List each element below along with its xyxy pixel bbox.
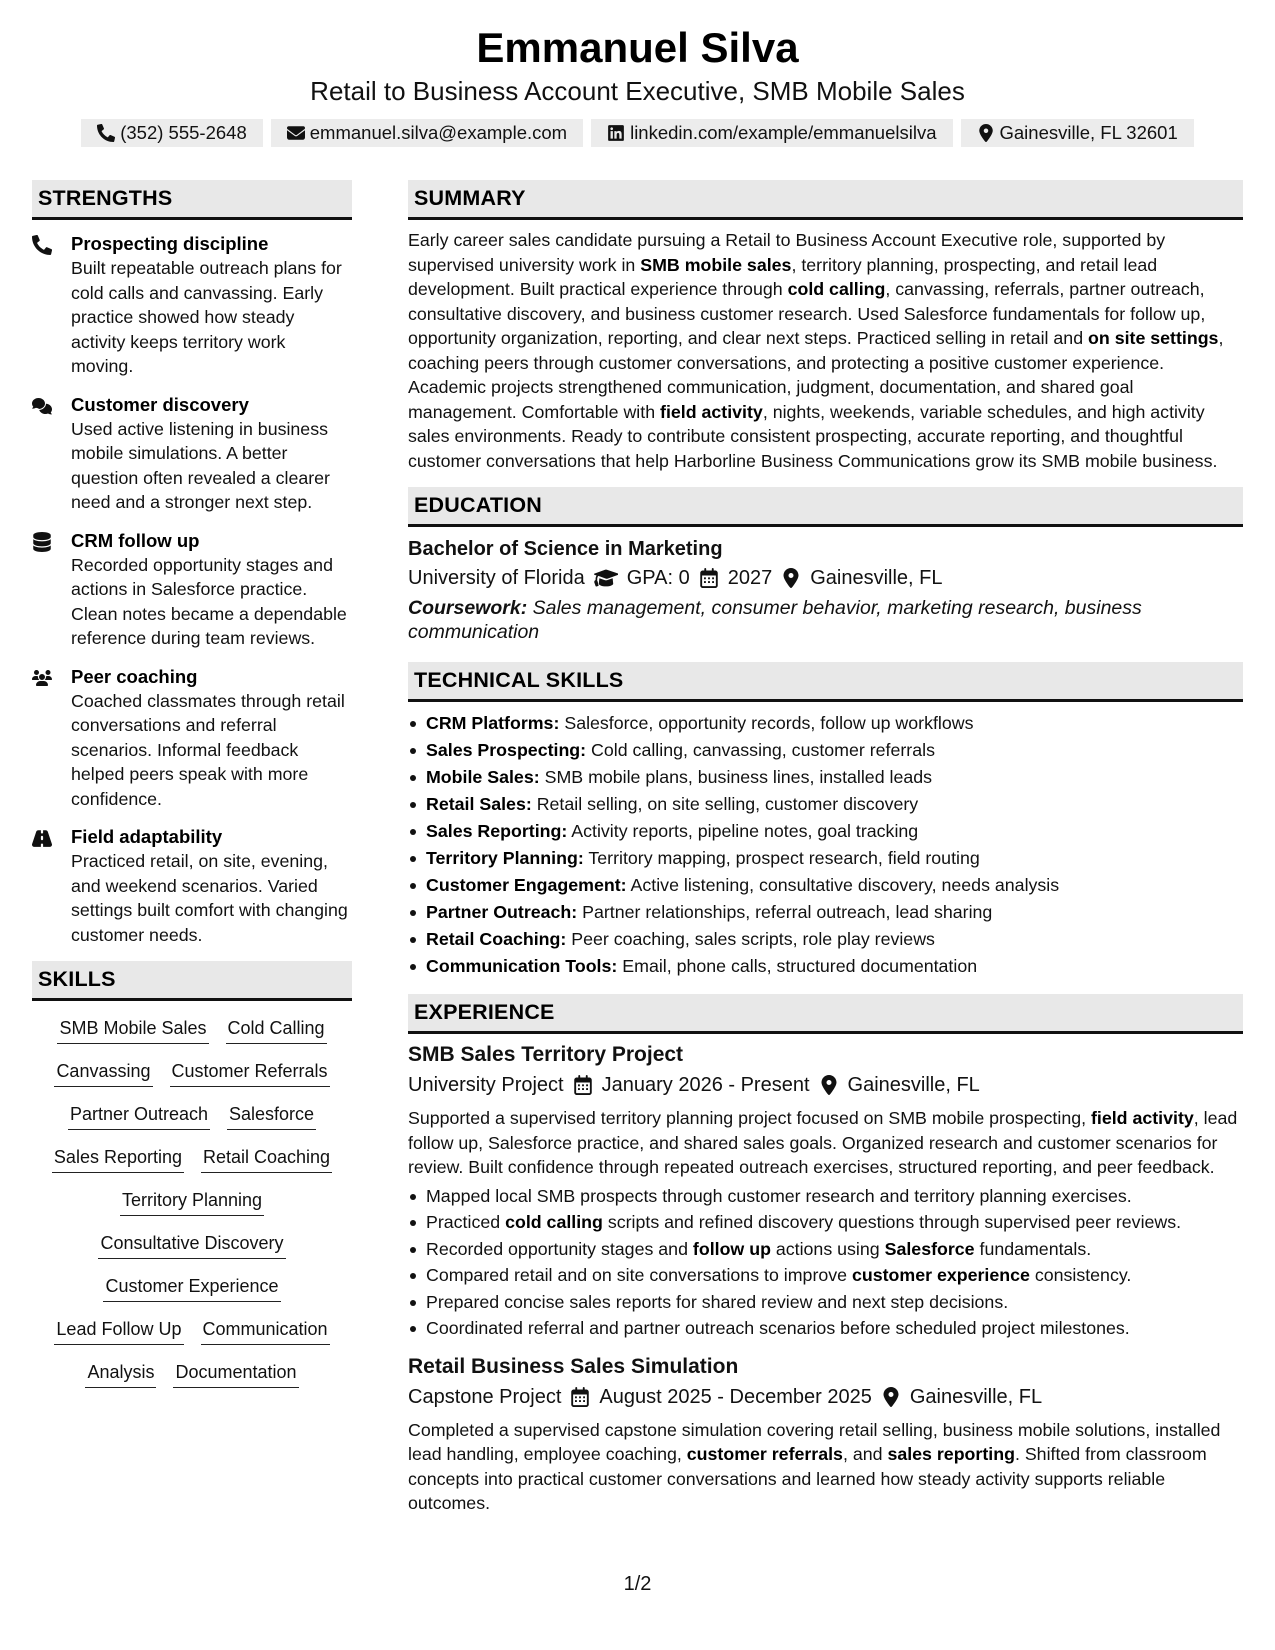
list-item — [426, 953, 1243, 980]
strength-title: Prospecting discipline — [71, 233, 269, 254]
list-item: Recorded opportunity stages and follow up actions using Salesforce fundamentals. — [426, 1236, 1243, 1263]
list-item — [426, 791, 1243, 818]
skill-tag: Salesforce — [227, 1101, 316, 1130]
list-item: Practiced cold calling scripts and refined discovery questions through supervised peer reviews. — [426, 1209, 1243, 1236]
skill-label: Sales Reporting: — [426, 821, 568, 841]
calendar-icon — [573, 1075, 593, 1095]
skill-tag: Communication — [201, 1316, 330, 1345]
experience-entry — [408, 1040, 1243, 1342]
strengths-list — [32, 232, 352, 947]
skill-tag: Canvassing — [54, 1058, 152, 1087]
phone-icon — [97, 124, 115, 142]
job-dates: January 2026 - Present — [601, 1074, 810, 1096]
skill-label: Customer Engagement: — [426, 875, 627, 895]
phone-text: (352) 555-2648 — [120, 122, 247, 143]
graduation-cap-icon — [594, 568, 618, 588]
map-pin-icon — [977, 124, 995, 142]
skill-label: Retail Coaching: — [426, 929, 567, 949]
education-meta — [408, 563, 1243, 593]
email-text: emmanuel.silva@example.com — [309, 122, 568, 143]
contact-bar — [0, 119, 1275, 147]
experience-heading: EXPERIENCE — [408, 994, 1243, 1034]
job-description: Supported a supervised territory planning project focused on SMB mobile prospecting, field activity, lead follow up, Salesforce practice, and shared sales goals. Organized research and customer scenarios for review. Built confidence through repeated outreach exercises, structured reporting, and peer feedback. — [408, 1108, 1238, 1177]
school-name: University of Florida — [408, 567, 585, 589]
comments-icon — [32, 396, 52, 416]
calendar-icon — [699, 568, 719, 588]
list-item — [426, 872, 1243, 899]
right-column — [408, 180, 1243, 1516]
list-item — [426, 926, 1243, 953]
strength-title: Peer coaching — [71, 665, 198, 687]
strength-desc: Coached classmates through retail conversations and referral scenarios. Informal feedback helped peers speak with more confidence. — [71, 690, 345, 809]
skill-value: Peer coaching, sales scripts, role play reviews — [571, 929, 935, 949]
job-org: University Project — [408, 1074, 564, 1096]
skill-value: Retail selling, on site selling, customer discovery — [536, 794, 919, 814]
list-item — [426, 845, 1243, 872]
skill-tag: Customer Referrals — [170, 1058, 330, 1087]
job-title: Retail Business Sales Simulation — [408, 1354, 739, 1378]
skill-label: Communication Tools: — [426, 956, 618, 976]
database-icon — [32, 532, 52, 552]
list-item: Prepared concise sales reports for shared review and next step decisions. — [426, 1289, 1243, 1316]
linkedin-text: linkedin.com/example/emmanuelsilva — [630, 122, 937, 143]
calendar-icon — [570, 1387, 590, 1407]
list-item — [426, 818, 1243, 845]
job-bullets — [408, 1183, 1243, 1342]
education-heading: EDUCATION — [408, 487, 1243, 527]
gpa-text: GPA: 0 — [626, 567, 690, 589]
skill-tag: Documentation — [173, 1359, 298, 1388]
list-item — [426, 710, 1243, 737]
skill-label: Sales Prospecting: — [426, 740, 587, 760]
phone-icon — [32, 235, 52, 255]
skill-tag: Consultative Discovery — [98, 1230, 285, 1259]
job-org: Capstone Project — [408, 1385, 562, 1408]
graduation-year: 2027 — [727, 567, 773, 589]
strength-item — [32, 232, 352, 379]
map-pin-icon — [881, 1387, 901, 1407]
list-item: Mapped local SMB prospects through customer research and territory planning exercises. — [426, 1183, 1243, 1210]
map-pin-icon — [781, 568, 801, 588]
list-item — [426, 737, 1243, 764]
job-title: SMB Sales Territory Project — [408, 1043, 684, 1066]
skill-value: Partner relationships, referral outreach, lead sharing — [582, 902, 993, 922]
contact-email[interactable] — [271, 119, 583, 147]
summary-heading: SUMMARY — [408, 180, 1243, 220]
skill-label: CRM Platforms: — [426, 713, 560, 733]
job-meta — [408, 1382, 1243, 1412]
skills-heading: SKILLS — [32, 961, 352, 1001]
skill-tag: Territory Planning — [120, 1187, 264, 1216]
skill-value: Territory mapping, prospect research, field routing — [588, 848, 980, 868]
degree-title: Bachelor of Science in Marketing — [408, 538, 723, 560]
skill-value: SMB mobile plans, business lines, installed leads — [544, 767, 933, 787]
skill-label: Mobile Sales: — [426, 767, 540, 787]
skill-value: Cold calling, canvassing, customer referrals — [591, 740, 935, 760]
skill-value: Active listening, consultative discovery, needs analysis — [630, 875, 1060, 895]
experience-entry — [408, 1352, 1243, 1516]
skill-tag: Partner Outreach — [68, 1101, 210, 1130]
technical-skills-list — [408, 710, 1243, 980]
job-dates: August 2025 - December 2025 — [599, 1385, 872, 1408]
skill-label: Territory Planning: — [426, 848, 584, 868]
page-number: 1/2 — [623, 1573, 652, 1595]
linkedin-icon — [607, 124, 625, 142]
technical-skills-heading: TECHNICAL SKILLS — [408, 662, 1243, 702]
envelope-icon — [287, 124, 305, 142]
candidate-headline: Retail to Business Account Executive, SMB Mobile Sales — [310, 76, 965, 106]
skill-tag: Retail Coaching — [201, 1144, 332, 1173]
resume-header — [0, 22, 1275, 147]
skill-label: Retail Sales: — [426, 794, 532, 814]
strength-desc: Used active listening in business mobile simulations. A better question often revealed a clearer need and a stronger next step. — [71, 418, 330, 512]
summary-text: Early career sales candidate pursuing a Retail to Business Account Executive role, supported by supervised university work in SMB mobile sales, territory planning, prospecting, and retail lead development. Built practical experience through cold calling, canvassing, referrals, partner outreach, consultative discovery, and business customer research. Used Salesforce fundamentals for follow up, opportunity organization, reporting, and clear next steps. Practiced selling in retail and on site settings, coaching peers through customer conversations, and protecting a positive customer experience. Academic projects strengthened communication, judgment, documentation, and shared goal management. Comfortable with field activity, nights, weekends, variable schedules, and high activity sales environments. Ready to contribute consistent prospecting, accurate reporting, and thoughtful customer conversations that help Harborline Business Communications grow its SMB mobile business. — [408, 230, 1224, 471]
education-location: Gainesville, FL — [810, 567, 943, 589]
strength-desc: Practiced retail, on site, evening, and weekend scenarios. Varied settings built comfort with changing customer needs. — [71, 851, 348, 945]
strength-title: CRM follow up — [71, 529, 200, 551]
job-description: Completed a supervised capstone simulation covering retail selling, business mobile solutions, installed lead handling, employee coaching, customer referrals, and sales reporting. Shifted from classroom concepts into practical customer conversations and learned how steady activity supports reliable outcomes. — [408, 1419, 1221, 1513]
users-icon — [32, 668, 52, 688]
skill-tag: Analysis — [85, 1359, 156, 1388]
left-column — [32, 180, 352, 1388]
skill-tag: SMB Mobile Sales — [57, 1015, 208, 1044]
coursework-label: Coursework: — [408, 597, 528, 619]
contact-phone[interactable] — [81, 119, 263, 147]
candidate-name: Emmanuel Silva — [476, 24, 799, 71]
skill-label: Partner Outreach: — [426, 902, 578, 922]
education-entry — [408, 535, 1243, 644]
skill-value: Activity reports, pipeline notes, goal tracking — [571, 821, 919, 841]
job-location: Gainesville, FL — [909, 1385, 1043, 1408]
job-location: Gainesville, FL — [847, 1074, 980, 1096]
strength-desc: Recorded opportunity stages and actions in Salesforce practice. Clean notes became a dependable reference during team reviews. — [71, 554, 347, 648]
map-pin-icon — [819, 1075, 839, 1095]
strength-desc: Built repeatable outreach plans for cold calls and canvassing. Early practice showed how steady activity keeps territory work moving. — [71, 258, 342, 376]
skills-tags — [32, 1015, 352, 1388]
list-item — [426, 764, 1243, 791]
strength-item — [32, 665, 352, 812]
skill-tag: Sales Reporting — [52, 1144, 184, 1173]
contact-linkedin[interactable] — [591, 119, 952, 147]
location-text: Gainesville, FL 32601 — [999, 122, 1178, 143]
skill-tag: Cold Calling — [226, 1015, 327, 1044]
road-icon — [32, 828, 52, 848]
strengths-heading: STRENGTHS — [32, 180, 352, 220]
coursework — [408, 596, 1243, 644]
list-item: Coordinated referral and partner outreach scenarios before scheduled project milestones. — [426, 1315, 1243, 1342]
list-item — [426, 899, 1243, 926]
skill-value: Email, phone calls, structured documentation — [622, 956, 978, 976]
strength-item — [32, 825, 352, 947]
list-item: Compared retail and on site conversations to improve customer experience consistency. — [426, 1262, 1243, 1289]
contact-location — [961, 119, 1194, 147]
skill-tag: Customer Experience — [103, 1273, 280, 1302]
strength-title: Customer discovery — [71, 393, 249, 415]
strength-item — [32, 529, 352, 651]
coursework-text: Sales management, consumer behavior, marketing research, business communication — [408, 597, 1142, 643]
strength-item — [32, 393, 352, 515]
job-meta — [408, 1070, 1243, 1100]
skill-value: Salesforce, opportunity records, follow up workflows — [564, 713, 974, 733]
skill-tag: Lead Follow Up — [54, 1316, 183, 1345]
strength-title: Field adaptability — [71, 826, 223, 847]
